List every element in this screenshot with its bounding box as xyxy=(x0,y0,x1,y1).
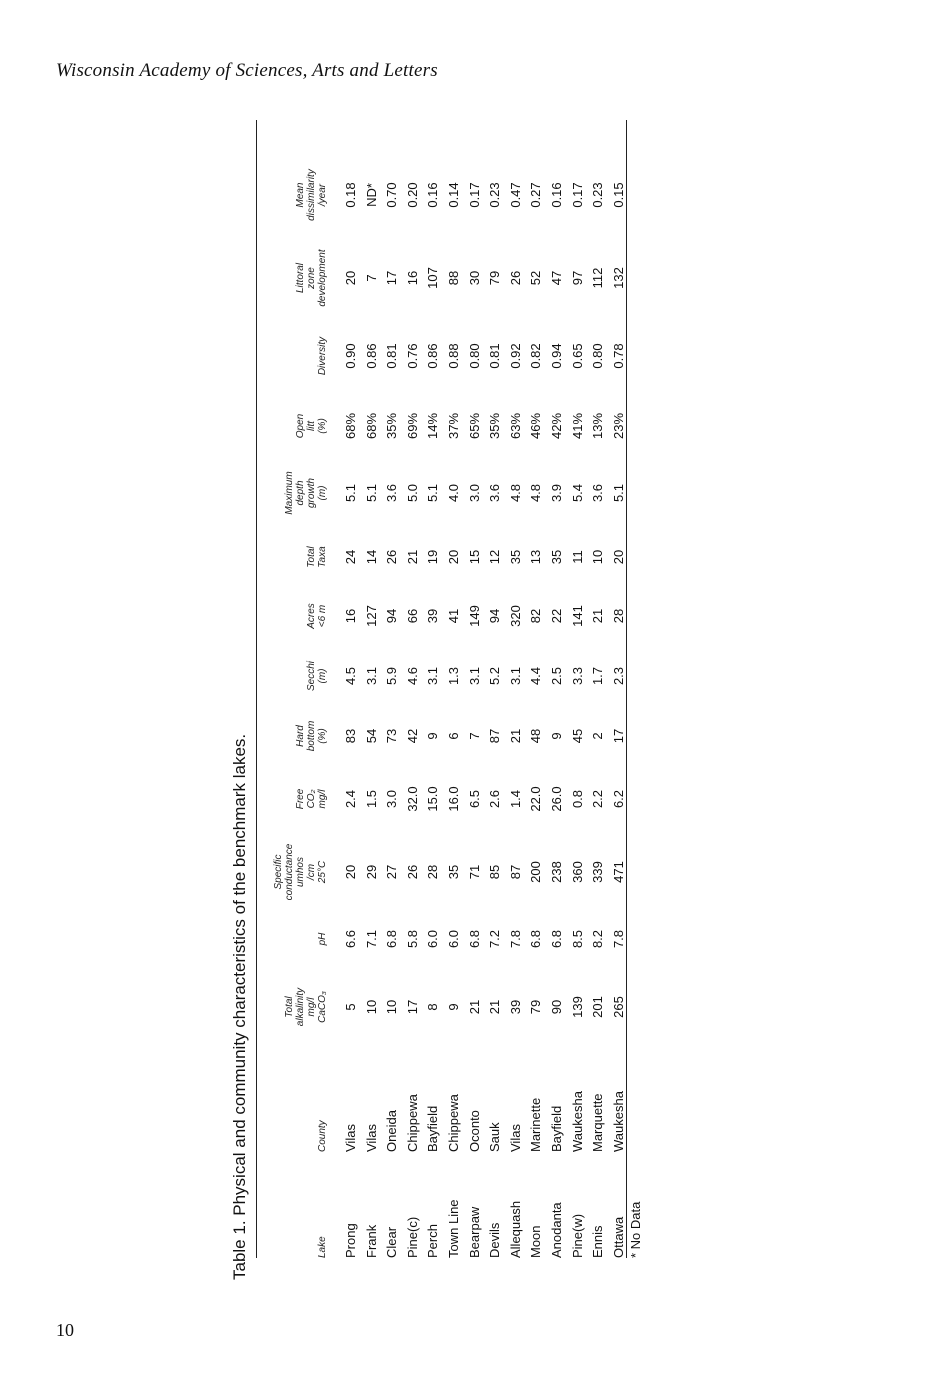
table-row xyxy=(404,142,422,1280)
table-cell: 79 xyxy=(487,270,503,286)
table-cell: 68% xyxy=(343,412,358,440)
table-cell: 6.0 xyxy=(425,929,441,949)
column-header: Diversity xyxy=(317,336,328,376)
table-cell: 3.6 xyxy=(590,483,606,503)
table-cell: 21 xyxy=(466,999,482,1015)
table-cell: Marinette xyxy=(528,1097,544,1152)
table-cell: 2.2 xyxy=(590,789,606,809)
table-cell: Devils xyxy=(487,1222,503,1258)
table-row xyxy=(569,142,587,1280)
table-cell: ND* xyxy=(363,183,379,207)
table-cell: Vilas xyxy=(363,1124,379,1152)
table-cell: 5.1 xyxy=(425,483,441,503)
table-cell: 0.17 xyxy=(466,182,482,208)
table-cell: 2.5 xyxy=(549,666,564,686)
table-cell: 1.3 xyxy=(446,666,461,686)
table-cell: 5.9 xyxy=(384,666,400,686)
table-cell: 21 xyxy=(590,608,606,624)
table-cell: 0.18 xyxy=(343,182,358,208)
table-cell: 46% xyxy=(528,412,544,440)
table-cell: 6.5 xyxy=(466,789,482,809)
table-row xyxy=(424,142,442,1280)
table-cell: 0.23 xyxy=(590,182,606,208)
column-header: Secchi (m) xyxy=(306,661,328,692)
table-row xyxy=(383,142,401,1280)
table-cell: 26 xyxy=(404,864,420,880)
table-cell: Moon xyxy=(528,1225,544,1258)
table-cell: 339 xyxy=(590,861,606,883)
table-cell: 0.15 xyxy=(610,182,626,208)
table-cell: 0.76 xyxy=(404,343,420,369)
table-cell: 3.1 xyxy=(363,666,379,686)
table-cell: 0.23 xyxy=(487,182,503,208)
table-cell: 0.16 xyxy=(425,182,441,208)
table-footnote: * No Data xyxy=(628,1201,643,1258)
table-cell: 90 xyxy=(549,999,564,1015)
table-cell: 0.27 xyxy=(528,182,544,208)
table-cell: 3.6 xyxy=(384,483,400,503)
table-top-rule xyxy=(256,120,257,1258)
table-cell: 127 xyxy=(363,605,379,627)
table-cell: 35 xyxy=(446,864,461,880)
table-cell: 0.14 xyxy=(446,182,461,208)
table-cell: 139 xyxy=(569,996,585,1018)
table-cell: 87 xyxy=(507,864,523,880)
table-cell: 6 xyxy=(446,732,461,740)
table-cell: 3.3 xyxy=(569,666,585,686)
table-cell: 1.7 xyxy=(590,666,606,686)
table-cell: 265 xyxy=(610,996,626,1018)
table-row xyxy=(342,142,360,1280)
table-cell: 1.5 xyxy=(363,789,379,809)
table-cell: 52 xyxy=(528,270,544,286)
table-cell: 10 xyxy=(363,999,379,1015)
table-cell: 0.70 xyxy=(384,182,400,208)
table-cell: 238 xyxy=(549,861,564,883)
table-cell: 7 xyxy=(363,274,379,282)
table-cell: 7.8 xyxy=(610,929,626,949)
table-cell: Chippewa xyxy=(404,1094,420,1152)
table-cell: 35 xyxy=(549,549,564,565)
table-cell: 8.2 xyxy=(590,929,606,949)
table-cell: 85 xyxy=(487,864,503,880)
table-cell: 6.8 xyxy=(528,929,544,949)
table-cell: 13 xyxy=(528,549,544,565)
table-cell: 3.6 xyxy=(487,483,503,503)
table-cell: 11 xyxy=(569,550,585,564)
table-cell: 26 xyxy=(384,549,400,565)
table-cell: 23% xyxy=(610,412,626,440)
column-header: Open litt (%) xyxy=(295,413,328,439)
table-cell: 7.8 xyxy=(507,929,523,949)
table-cell: 0.80 xyxy=(590,343,606,369)
table-cell: 73 xyxy=(384,728,400,744)
table-cell: 3.1 xyxy=(425,666,441,686)
table-cell: 47 xyxy=(549,270,564,286)
table-cell: 14% xyxy=(425,412,441,440)
table-cell: 21 xyxy=(507,728,523,744)
table-cell: 3.0 xyxy=(466,483,482,503)
table-cell: 2 xyxy=(590,732,606,740)
column-header: Mean dissimilarity /year xyxy=(295,169,328,221)
table-cell: 27 xyxy=(384,864,400,880)
table-cell: Waukesha xyxy=(569,1091,585,1152)
table-cell: 28 xyxy=(425,864,441,880)
table-cell: 5.8 xyxy=(404,929,420,949)
table-row xyxy=(363,142,381,1280)
table-caption: Table 1. Physical and community characteristics of the benchmark lakes. xyxy=(230,733,249,1280)
table-cell: 9 xyxy=(446,1003,461,1011)
table-cell: 0.88 xyxy=(446,343,461,369)
table-cell: 19 xyxy=(425,549,441,565)
table-cell: 6.2 xyxy=(610,789,626,809)
table-cell: Ennis xyxy=(590,1225,606,1258)
table-cell: 83 xyxy=(343,728,358,744)
table-bottom-rule xyxy=(626,120,627,1258)
table-cell: 26.0 xyxy=(549,786,564,812)
table-cell: 68% xyxy=(363,412,379,440)
table-row xyxy=(527,142,545,1280)
table-cell: 94 xyxy=(384,608,400,624)
table-cell: 15.0 xyxy=(425,786,441,812)
table-cell: 320 xyxy=(507,605,523,627)
table-cell: Allequash xyxy=(507,1200,523,1258)
table-cell: 21 xyxy=(404,549,420,565)
table-cell: 17 xyxy=(404,999,420,1015)
table-cell: 37% xyxy=(446,412,461,440)
table-cell: 0.82 xyxy=(528,343,544,369)
table-cell: 0.81 xyxy=(384,343,400,369)
table-cell: 7 xyxy=(466,732,482,740)
table-cell: 10 xyxy=(590,549,606,565)
table-cell: 141 xyxy=(569,605,585,627)
table-cell: 69% xyxy=(404,412,420,440)
table-row xyxy=(486,142,504,1280)
table-cell: 0.47 xyxy=(507,182,523,208)
table-cell: 471 xyxy=(610,861,626,883)
table-cell: 79 xyxy=(528,999,544,1015)
table-cell: 48 xyxy=(528,728,544,744)
column-header: County xyxy=(317,1120,328,1152)
table-cell: 5.4 xyxy=(569,483,585,503)
rotated-table-block xyxy=(230,120,643,1280)
table-cell: 63% xyxy=(507,412,523,440)
table-cell: 112 xyxy=(590,267,606,289)
table-cell: 65% xyxy=(466,412,482,440)
table-cell: 28 xyxy=(610,608,626,624)
table-cell: 35 xyxy=(507,549,523,565)
table-cell: Perch xyxy=(425,1224,441,1258)
table-cell: Oconto xyxy=(466,1110,482,1152)
table-cell: 4.0 xyxy=(446,483,461,503)
table-cell: 39 xyxy=(507,999,523,1015)
table-cell: 0.90 xyxy=(343,343,358,369)
table-cell: 6.0 xyxy=(446,929,461,949)
table-cell: 6.8 xyxy=(549,929,564,949)
table-cell: 0.94 xyxy=(549,343,564,369)
table-cell: 5 xyxy=(343,1003,358,1011)
table-cell: 3.9 xyxy=(549,483,564,503)
table-cell: 16 xyxy=(404,270,420,286)
table-cell: 20 xyxy=(446,549,461,565)
table-row xyxy=(466,142,484,1280)
table-cell: 3.1 xyxy=(507,666,523,686)
table-cell: 6.8 xyxy=(384,929,400,949)
table-cell: 5.1 xyxy=(363,483,379,503)
table-cell: 22.0 xyxy=(528,786,544,812)
table-cell: 17 xyxy=(384,270,400,286)
table-row xyxy=(445,142,463,1280)
table-cell: 29 xyxy=(363,864,379,880)
table-cell: Vilas xyxy=(343,1124,358,1152)
table-cell: 2.3 xyxy=(610,666,626,686)
table-cell: 132 xyxy=(610,267,626,289)
running-head: Wisconsin Academy of Sciences, Arts and Letters xyxy=(56,60,438,81)
column-header: pH xyxy=(317,932,328,946)
table-cell: Bayfield xyxy=(425,1105,441,1152)
table-cell: Marquette xyxy=(590,1093,606,1152)
table-cell: 35% xyxy=(487,412,503,440)
table-cell: 4.8 xyxy=(528,483,544,503)
table-cell: 15 xyxy=(466,549,482,565)
table-cell: 66 xyxy=(404,608,420,624)
table-cell: 41% xyxy=(569,412,585,440)
table-cell: 54 xyxy=(363,728,379,744)
table-cell: 21 xyxy=(487,999,503,1015)
table-cell: 201 xyxy=(590,996,606,1018)
column-header: Hard bottom (%) xyxy=(295,720,328,752)
table-cell: 87 xyxy=(487,728,503,744)
column-header: Free CO₂ mg/l xyxy=(295,788,328,810)
table-cell: 0.20 xyxy=(404,182,420,208)
table-cell: 35% xyxy=(384,412,400,440)
table-cell: 88 xyxy=(446,270,461,286)
table-cell: 0.65 xyxy=(569,343,585,369)
table-cell: 5.1 xyxy=(610,483,626,503)
table-cell: 41 xyxy=(446,608,461,624)
table-cell: 45 xyxy=(569,728,585,744)
table-cell: 22 xyxy=(549,608,564,624)
column-header: Total Taxa xyxy=(306,546,328,568)
table-cell: 4.5 xyxy=(343,666,358,686)
table-cell: 82 xyxy=(528,608,544,624)
table-cell: 8.5 xyxy=(569,929,585,949)
page-number: 10 xyxy=(56,1320,74,1340)
table-cell: 1.4 xyxy=(507,789,523,809)
table-cell: 3.1 xyxy=(466,666,482,686)
table-cell: 12 xyxy=(487,549,503,565)
table-cell: Frank xyxy=(363,1224,379,1258)
table-cell: 0.92 xyxy=(507,343,523,369)
table-cell: 14 xyxy=(363,549,379,565)
table-cell: 6.6 xyxy=(343,929,358,949)
table-cell: 5.1 xyxy=(343,483,358,503)
table-cell: 24 xyxy=(343,549,358,565)
table-cell: Pine(w) xyxy=(569,1213,585,1258)
table-cell: Ottawa xyxy=(610,1216,626,1258)
table-cell: Anodanta xyxy=(549,1202,564,1258)
table-cell: 0.86 xyxy=(363,343,379,369)
table-cell: 26 xyxy=(507,270,523,286)
table-cell: 20 xyxy=(343,270,358,286)
table-cell: Vilas xyxy=(507,1124,523,1152)
table-cell: 94 xyxy=(487,608,503,624)
table-cell: 7.2 xyxy=(487,929,503,949)
table-cell: 17 xyxy=(610,728,626,744)
table-cell: 0.8 xyxy=(569,789,585,809)
table-cell: 39 xyxy=(425,608,441,624)
table-cell: Prong xyxy=(343,1223,358,1258)
table-cell: Pine(c) xyxy=(404,1216,420,1258)
table-cell: 32.0 xyxy=(404,786,420,812)
table-cell: 6.8 xyxy=(466,929,482,949)
table-cell: 20 xyxy=(343,864,358,880)
table-cell: 7.1 xyxy=(363,929,379,949)
table-cell: 5.0 xyxy=(404,483,420,503)
table-cell: 4.4 xyxy=(528,666,544,686)
table-cell: Chippewa xyxy=(446,1094,461,1152)
table-cell: 30 xyxy=(466,270,482,286)
table-cell: 42 xyxy=(404,728,420,744)
table-cell: 9 xyxy=(425,732,441,740)
table-cell: 2.4 xyxy=(343,789,358,809)
table-cell: 71 xyxy=(466,864,482,880)
table-row xyxy=(507,142,525,1280)
table-cell: 8 xyxy=(425,1003,441,1011)
table-cell: 107 xyxy=(425,267,441,289)
table-cell: 0.80 xyxy=(466,343,482,369)
column-header: Specific conductance umhos /cm 25°C xyxy=(273,843,328,901)
table-cell: 9 xyxy=(549,732,564,740)
table-cell: 149 xyxy=(466,605,482,627)
table-cell: 13% xyxy=(590,412,606,440)
table-row xyxy=(589,142,607,1280)
table-cell: Town Line xyxy=(446,1199,461,1258)
table-row xyxy=(548,142,566,1280)
table-cell: 42% xyxy=(549,412,564,440)
table-cell: 4.6 xyxy=(404,666,420,686)
table-cell: 2.6 xyxy=(487,789,503,809)
table-cell: 16.0 xyxy=(446,786,461,812)
table-cell: 0.78 xyxy=(610,343,626,369)
table-cell: 200 xyxy=(528,861,544,883)
table-cell: 4.8 xyxy=(507,483,523,503)
table-cell: 16 xyxy=(343,608,358,624)
table-cell: 0.16 xyxy=(549,182,564,208)
table-cell: 97 xyxy=(569,270,585,286)
table-cell: 0.81 xyxy=(487,343,503,369)
table-cell: Clear xyxy=(384,1226,400,1258)
column-header: Littoral zone development xyxy=(295,249,328,307)
table-cell: Bayfield xyxy=(549,1105,564,1152)
table-cell: Oneida xyxy=(384,1110,400,1152)
column-header: Lake xyxy=(317,1236,328,1258)
column-header: Total alkalinity mg/l CaCO₃ xyxy=(284,987,328,1027)
column-header: Acres <6 m xyxy=(306,603,328,629)
table-cell: 0.86 xyxy=(425,343,441,369)
table-cell: 5.2 xyxy=(487,666,503,686)
column-header: Maximum depth growth (m) xyxy=(284,471,328,515)
table-cell: 360 xyxy=(569,861,585,883)
table-cell: Sauk xyxy=(487,1122,503,1152)
table-cell: 0.17 xyxy=(569,182,585,208)
table-cell: Bearpaw xyxy=(466,1206,482,1258)
table-cell: 3.0 xyxy=(384,789,400,809)
table-cell: Waukesha xyxy=(610,1091,626,1152)
table-cell: 10 xyxy=(384,999,400,1015)
table-cell: 20 xyxy=(610,549,626,565)
